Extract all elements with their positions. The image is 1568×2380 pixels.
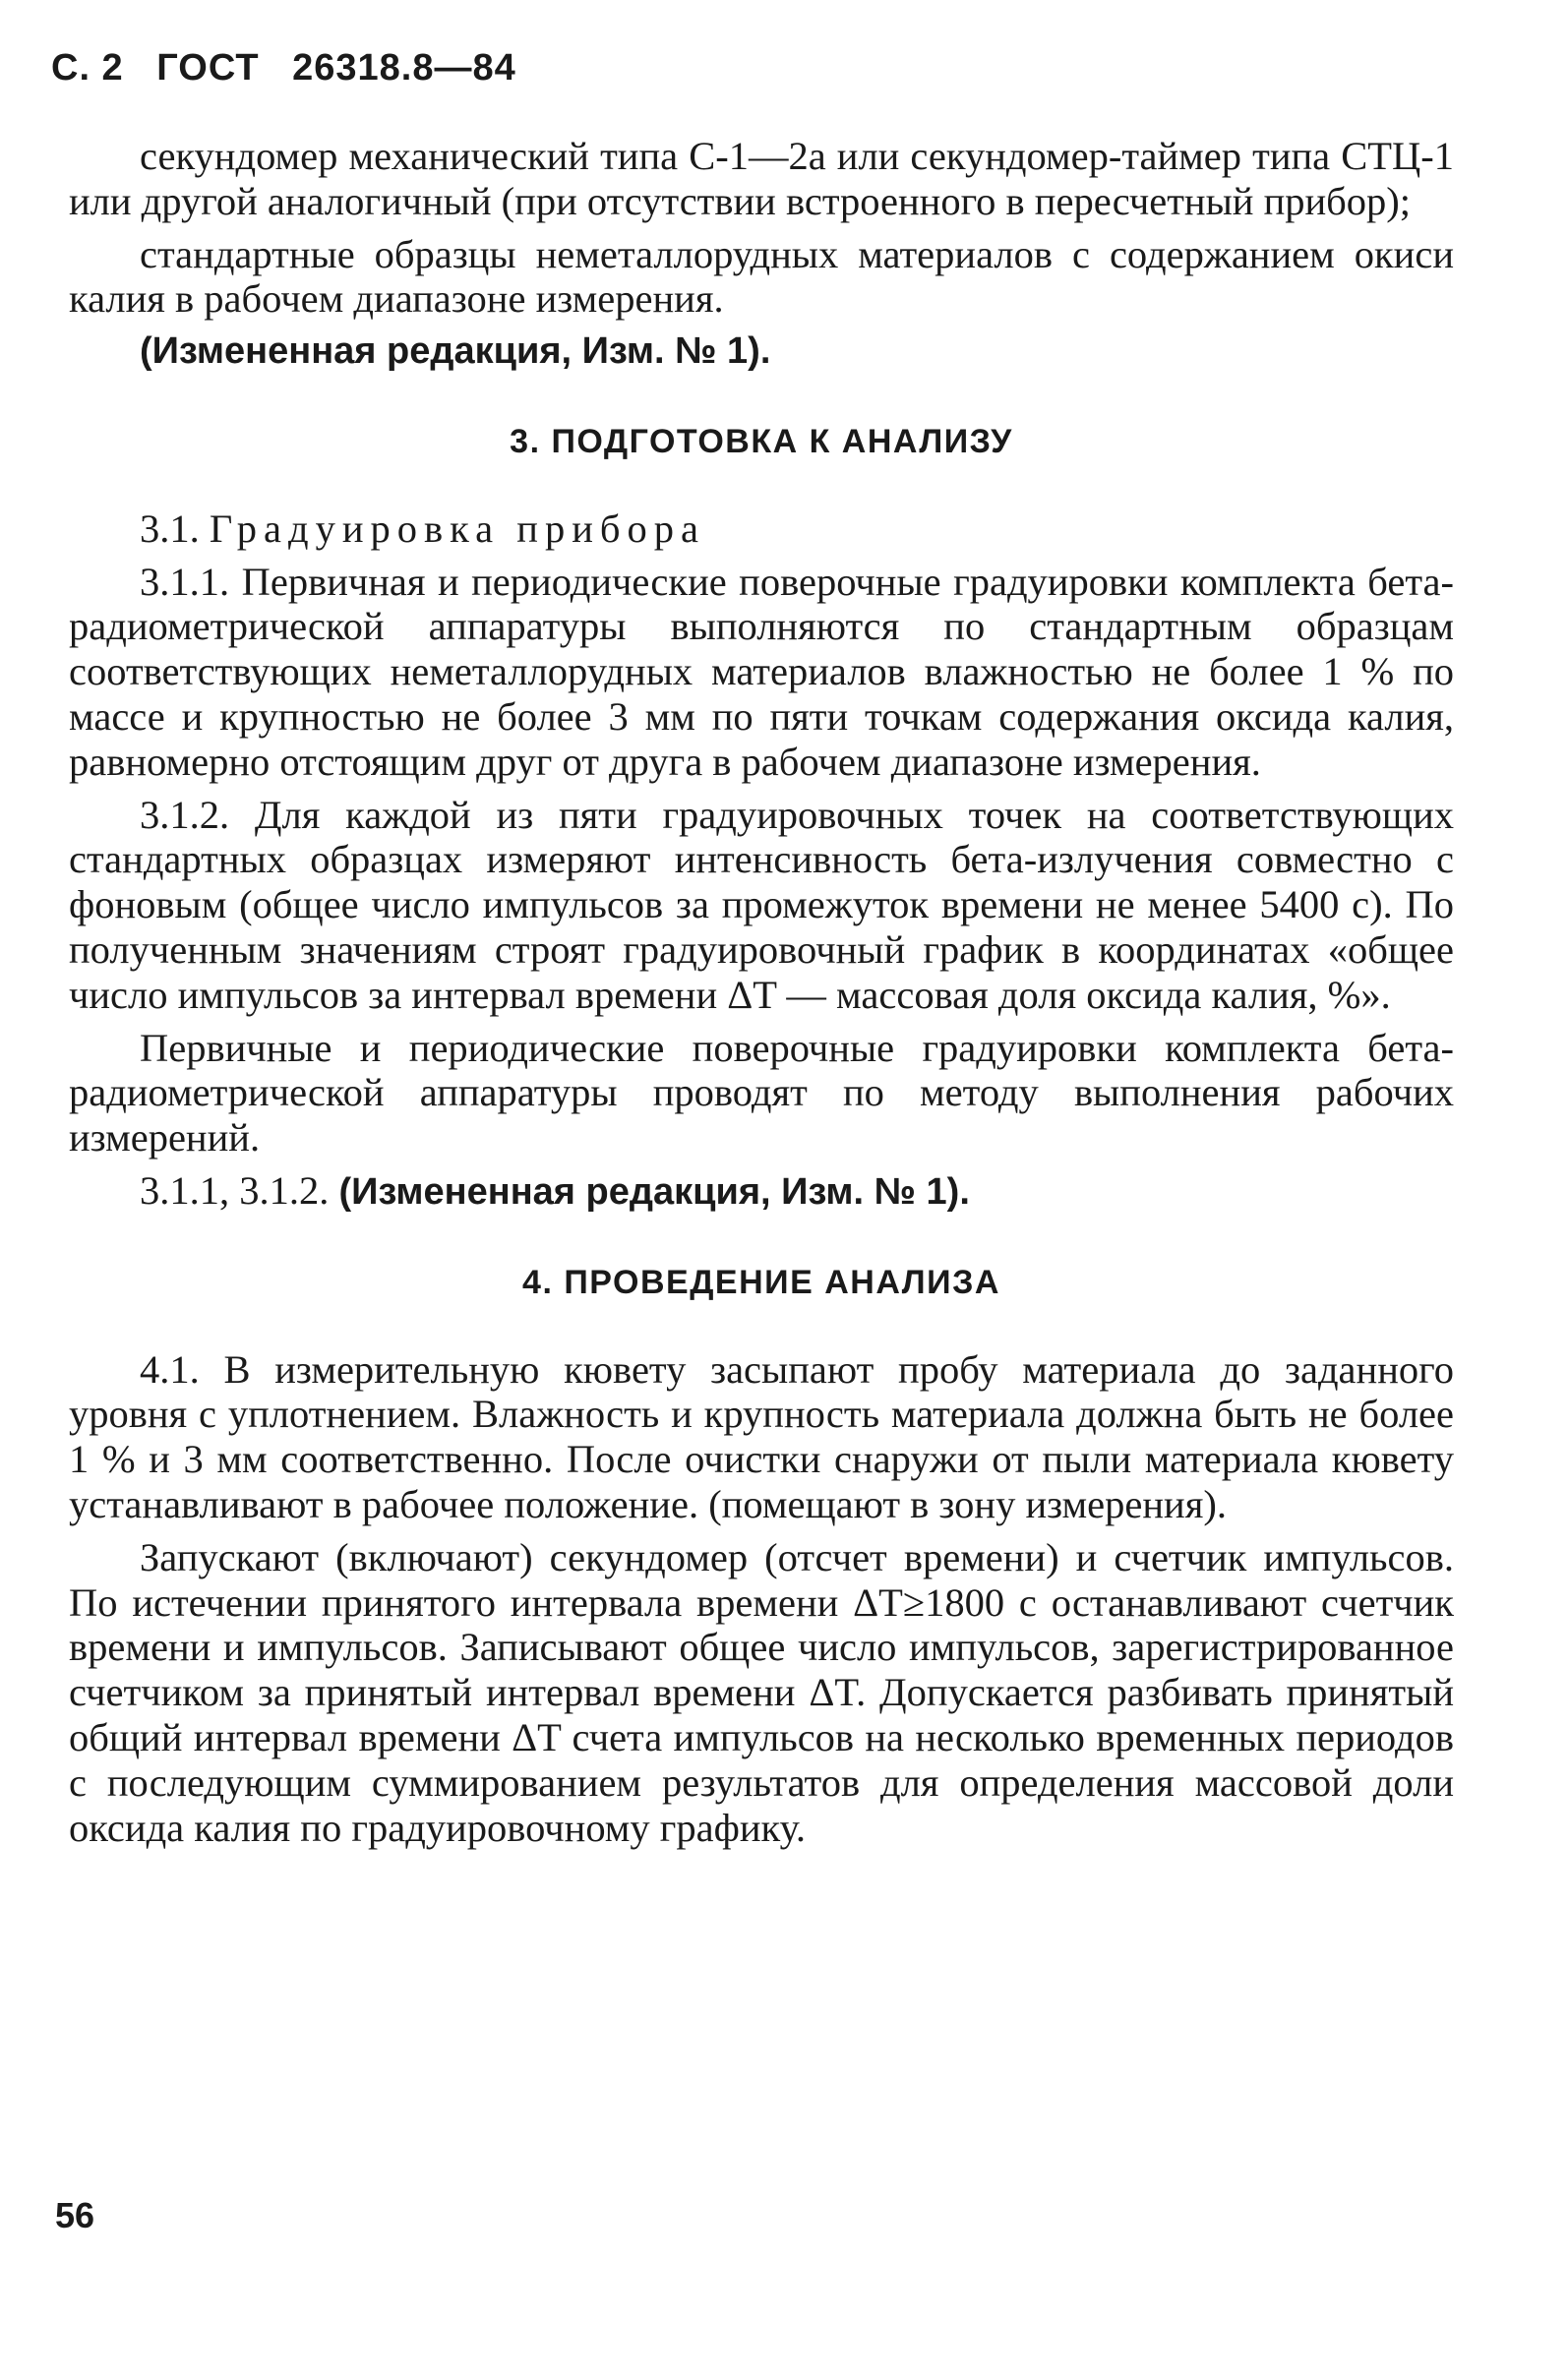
subsection-number: 3.1. — [140, 506, 200, 551]
page-body — [69, 134, 1454, 1858]
section-heading-3: 3. ПОДГОТОВКА К АНАЛИЗУ — [510, 422, 1013, 460]
standard-number: 26318.8—84 — [292, 47, 516, 89]
section-heading-4: 4. ПРОВЕДЕНИЕ АНАЛИЗА — [522, 1263, 1000, 1301]
standard-label: ГОСТ — [156, 47, 260, 89]
amendment-refs: 3.1.1, 3.1.2. — [140, 1167, 330, 1213]
paragraph-3-1-1: 3.1.1. Первичная и периодические поверочные градуировки комплекта бета-радиометрической аппаратуры выполняются по стандартным образцам соответствующих неметаллорудных материалов влажностью не более 1 % по массе и крупностью не более 3 мм по пяти точкам содержания оксида калия, равномерно отстоящим друг от друга в рабочем диапазоне измерения. — [69, 559, 1454, 784]
paragraph-4-1: 4.1. В измерительную кювету засыпают пробу материала до заданного уровня с уплотнением. Влажность и крупность материала должна быть не более 1 % и 3 мм соответственно. После очистки снаружи от пыли материала кювету устанавливают в рабочее положение. (помещают в зону измерения). — [69, 1346, 1454, 1526]
subsection-heading-3-1 — [69, 506, 1454, 552]
page-prefix: С. 2 — [51, 47, 124, 89]
paragraph-calibration-method: Первичные и периодические поверочные градуировки комплекта бета-радиометрической аппаратуры проводят по методу выполнения рабочих измерений. — [69, 1025, 1454, 1160]
paragraph-reference-samples: стандартные образцы неметаллорудных материалов с содержанием окиси калия в рабочем диапазоне измерения. — [69, 231, 1454, 322]
subsection-title: Градуировка прибора — [209, 506, 705, 551]
amendment-note-2 — [69, 1168, 1454, 1216]
amendment-text: (Измененная редакция, Изм. № 1). — [338, 1170, 970, 1213]
paragraph-3-1-2: 3.1.2. Для каждой из пяти градуировочных точек на соответствующих стандартных образцах измеряют интенсивность бета-излучения совместно с фоновым (общее число импульсов за промежуток времени не менее 5400 с). По полученным значениям строят градуировочный график в координатах «общее число импульсов за интервал времени ΔT — массовая доля оксида калия, %». — [69, 792, 1454, 1017]
page-header — [51, 47, 538, 89]
paragraph-4-1-counting: Запускают (включают) секундомер (отсчет времени) и счетчик импульсов. По истечении принятого интервала времени ΔT≥1800 с останавливают счетчик времени и импульсов. Записывают общее число импульсов, зарегистрированное счетчиком за принятый интервал времени ΔT. Допускается разбивать принятый общий интервал времени ΔT счета импульсов на несколько временных периодов с последующим суммированием результатов для определения массовой доли оксида калия по градуировочному графику. — [69, 1534, 1454, 1850]
paragraph-stopwatch: секундомер механический типа С-1—2а или секундомер-таймер типа СТЦ-1 или другой аналогичный (при отсутствии встроенного в пересчетный прибор); — [69, 134, 1454, 223]
page-number: 56 — [55, 2195, 95, 2235]
amendment-note: (Измененная редакция, Изм. № 1). — [140, 330, 771, 373]
